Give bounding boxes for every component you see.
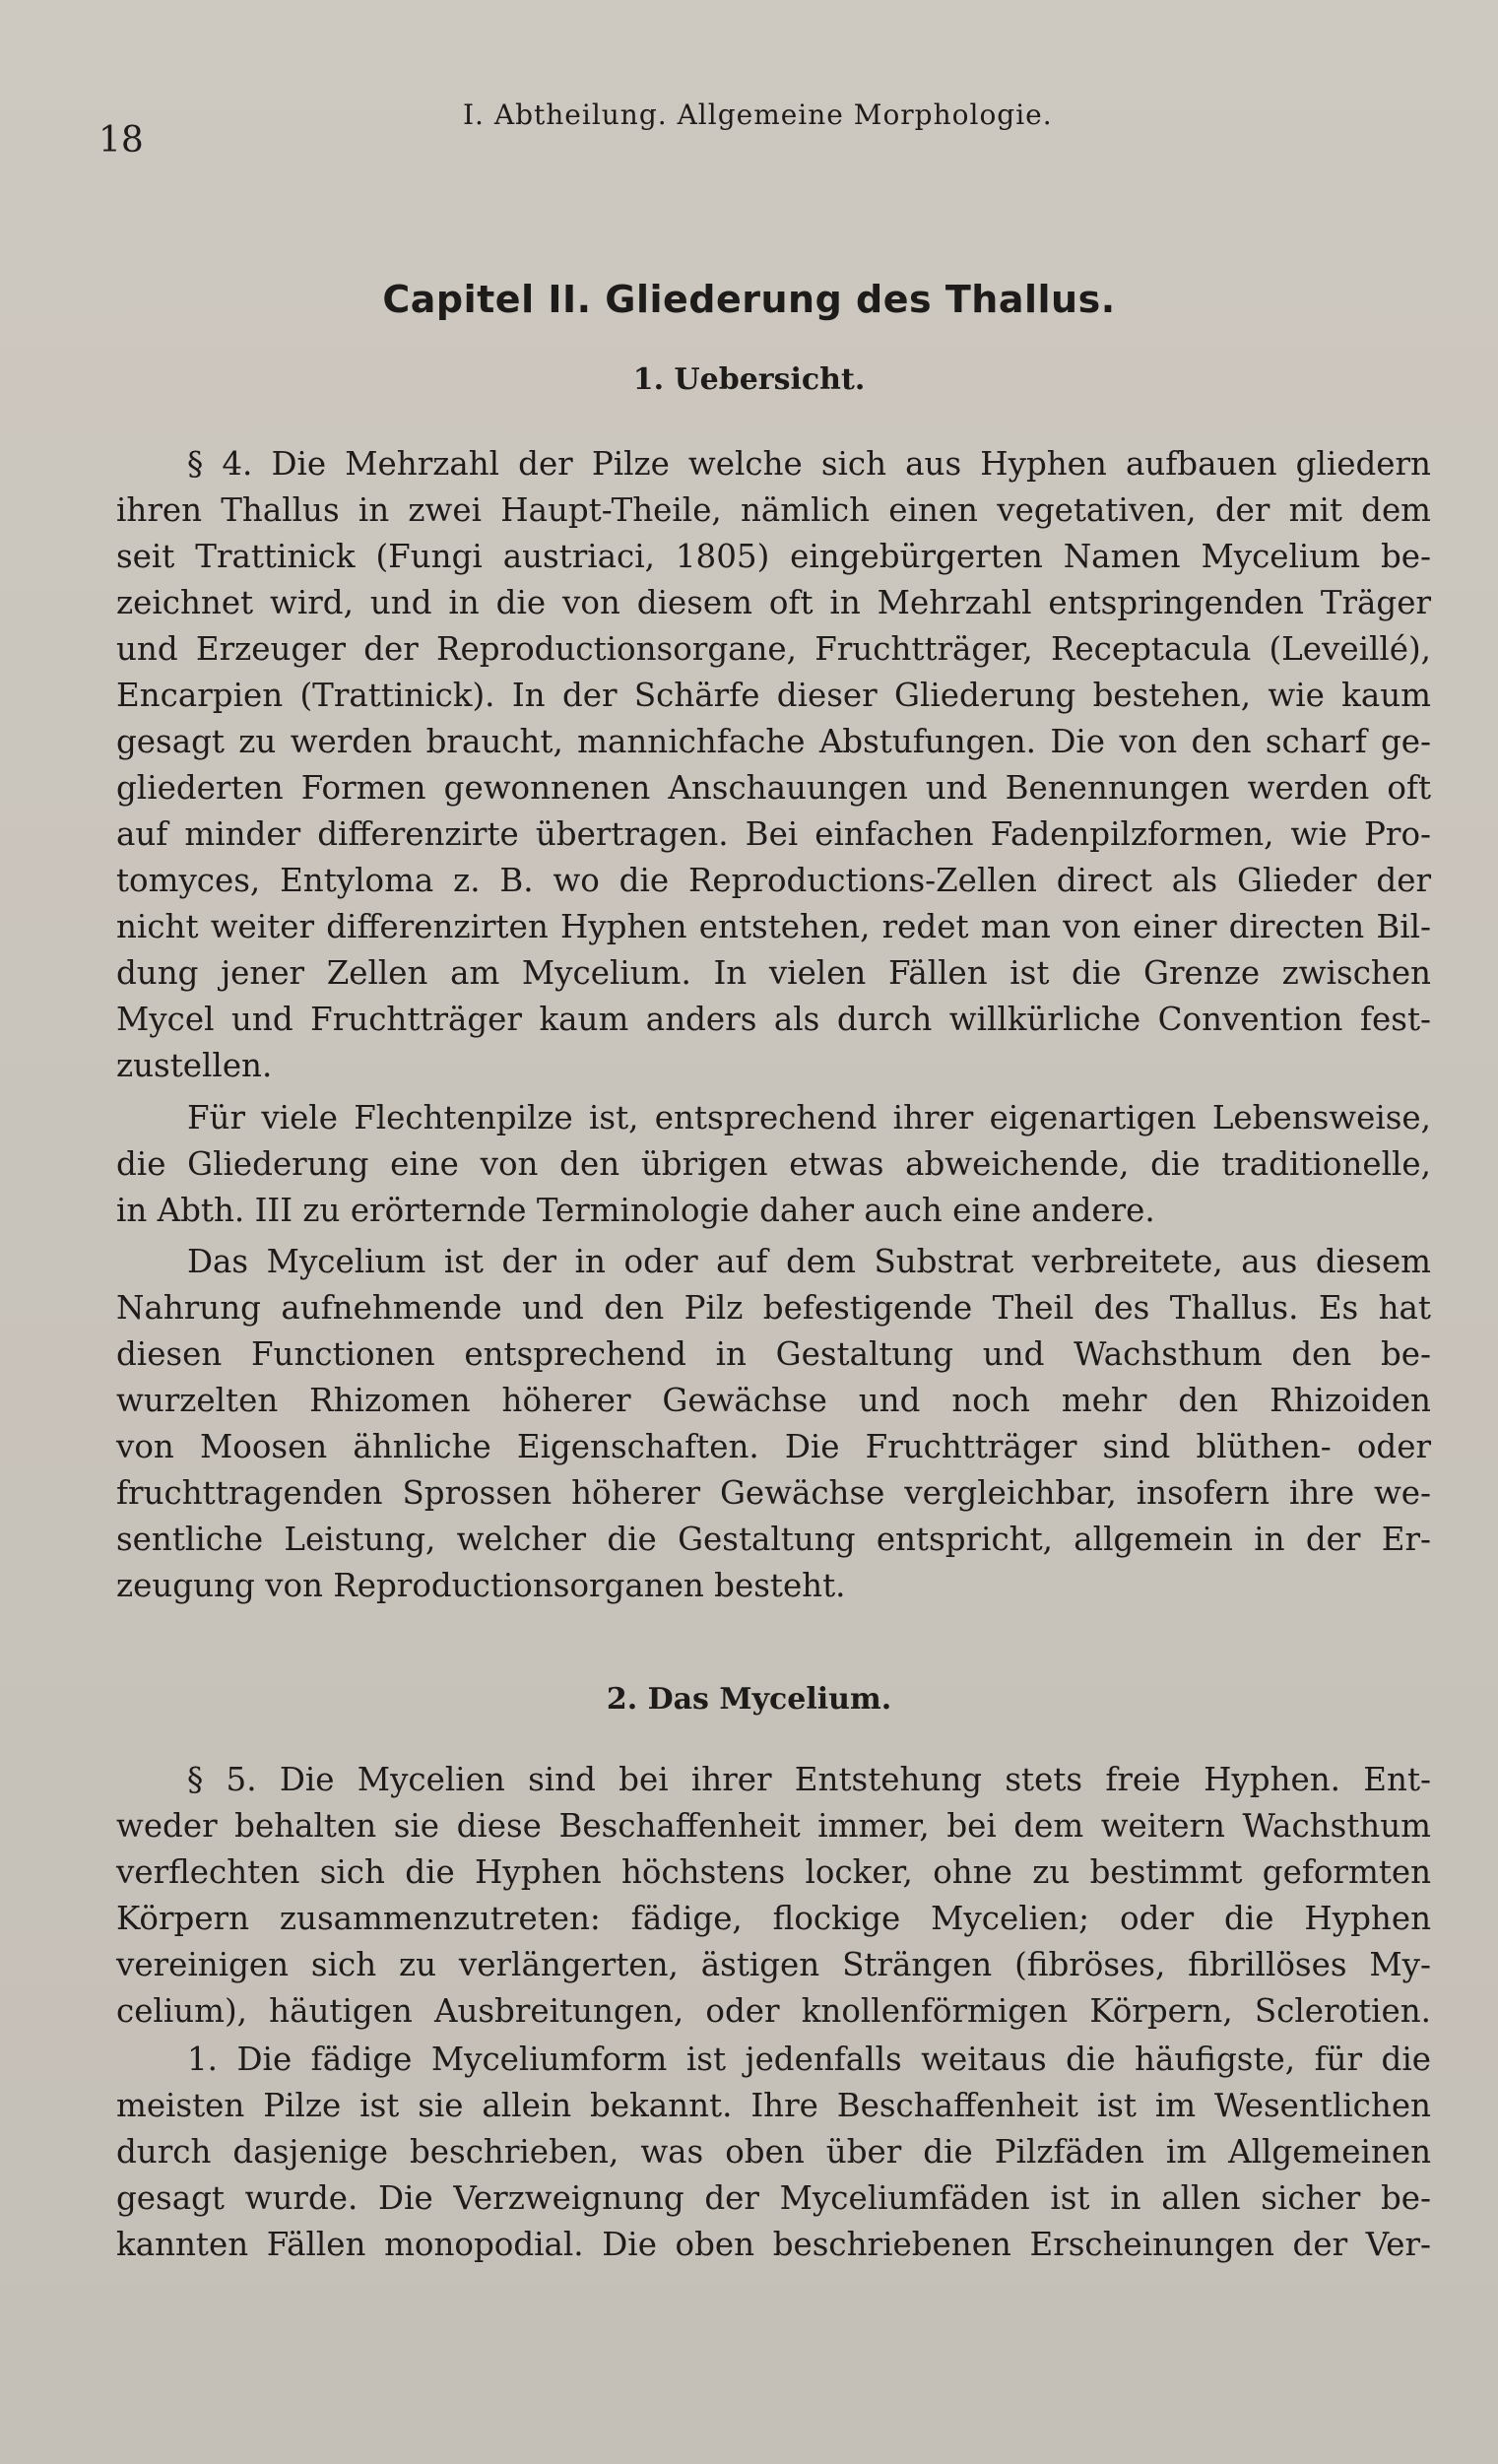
section-title-mycelium: 2. Das Mycelium. bbox=[606, 1682, 892, 1717]
text-line: Mycel und Fruchtträger kaum anders als durch willkürliche Convention fest- bbox=[116, 1001, 1431, 1038]
text-line: von Moosen ähnliche Eigenschaften. Die Fruchtträger sind blüthen- oder bbox=[116, 1428, 1431, 1465]
paragraph-flechtenpilze bbox=[116, 1095, 1431, 1234]
text-line: die Gliederung eine von den übrigen etwas abweichende, die traditionelle, bbox=[116, 1145, 1431, 1183]
running-title: I. Abtheilung. Allgemeine Morphologie. bbox=[463, 98, 1053, 131]
text-line: § 5. Die Mycelien sind bei ihrer Entstehung stets freie Hyphen. Ent- bbox=[187, 1761, 1431, 1798]
text-line: celium), häutigen Ausbreitungen, oder knollenförmigen Körpern, Sclerotien. bbox=[116, 1992, 1431, 2030]
page-number: 18 bbox=[98, 120, 144, 161]
section-title-uebersicht: 1. Uebersicht. bbox=[632, 362, 866, 397]
paragraph-mycelium-definition bbox=[116, 1239, 1431, 1609]
text-line: zeichnet wird, und in die von diesem oft in Mehrzahl entspringenden Träger bbox=[116, 584, 1431, 621]
text-line: fruchttragenden Sprossen höherer Gewächse vergleichbar, insofern ihre we- bbox=[116, 1474, 1431, 1512]
text-line: Körpern zusammenzutreten: fädige, flockige Mycelien; oder die Hyphen bbox=[116, 1900, 1431, 1937]
text-line: tomyces, Entyloma z. B. wo die Reproductions-Zellen direct als Glieder der bbox=[116, 862, 1431, 899]
text-line: sentliche Leistung, welcher die Gestaltung entspricht, allgemein in der Er- bbox=[116, 1521, 1431, 1558]
text-line: weder behalten sie diese Beschaffenheit immer, bei dem weitern Wachsthum bbox=[116, 1807, 1431, 1845]
text-line: kannten Fällen monopodial. Die oben beschriebenen Erscheinungen der Ver- bbox=[116, 2226, 1431, 2263]
text-line: und Erzeuger der Reproductionsorgane, Fruchtträger, Receptacula (Leveillé), bbox=[116, 630, 1431, 668]
text-line: in Abth. III zu erörternde Terminologie daher auch eine andere. bbox=[116, 1192, 1155, 1229]
text-line: nicht weiter differenzirten Hyphen entstehen, redet man von einer directen Bil- bbox=[116, 908, 1431, 945]
paragraph-faedige-myceliumform bbox=[116, 2037, 1431, 2268]
text-line: auf minder differenzirte übertragen. Bei einfachen Fadenpilzformen, wie Pro- bbox=[116, 815, 1431, 853]
text-line: 1. Die fädige Myceliumform ist jedenfalls weitaus die häufigste, für die bbox=[187, 2041, 1431, 2078]
text-line: durch dasjenige beschrieben, was oben über die Pilzfäden im Allgemeinen bbox=[116, 2133, 1431, 2171]
text-line: wurzelten Rhizomen höherer Gewächse und noch mehr den Rhizoiden bbox=[116, 1382, 1431, 1419]
text-line: meisten Pilze ist sie allein bekannt. Ihre Beschaffenheit ist im Wesentlichen bbox=[116, 2087, 1431, 2124]
text-line: zustellen. bbox=[116, 1047, 273, 1084]
text-line: verflechten sich die Hyphen höchstens locker, ohne zu bestimmt geformten bbox=[116, 1853, 1431, 1891]
text-line: gesagt wurde. Die Verzweignung der Myceliumfäden ist in allen sicher be- bbox=[116, 2179, 1431, 2217]
text-line: Für viele Flechtenpilze ist, entsprechend ihrer eigenartigen Lebensweise, bbox=[187, 1099, 1431, 1136]
text-line: zeugung von Reproductionsorganen besteht. bbox=[116, 1567, 846, 1604]
text-line: gesagt zu werden braucht, mannichfache Abstufungen. Die von den scharf ge- bbox=[116, 723, 1431, 760]
running-header bbox=[0, 91, 1498, 161]
paragraph-5 bbox=[116, 1757, 1431, 2035]
text-line: seit Trattinick (Fungi austriaci, 1805) eingebürgerten Namen Mycelium be- bbox=[116, 538, 1431, 575]
text-line: diesen Functionen entsprechend in Gestaltung und Wachsthum den be- bbox=[116, 1335, 1431, 1373]
paragraph-4 bbox=[116, 441, 1431, 1089]
text-line: Das Mycelium ist der in oder auf dem Substrat verbreitete, aus diesem bbox=[187, 1243, 1431, 1280]
text-line: vereinigen sich zu verlängerten, ästigen Strängen (fibröses, fibrillöses My- bbox=[116, 1946, 1431, 1983]
text-line: ihren Thallus in zwei Haupt-Theile, nämlich einen vegetativen, der mit dem bbox=[116, 491, 1431, 529]
text-line: gliederten Formen gewonnenen Anschauungen und Benennungen werden oft bbox=[116, 769, 1431, 807]
text-line: Encarpien (Trattinick). In der Schärfe dieser Gliederung bestehen, wie kaum bbox=[116, 677, 1431, 714]
text-line: dung jener Zellen am Mycelium. In vielen Fällen ist die Grenze zwischen bbox=[116, 954, 1431, 992]
chapter-title: Capitel II. Gliederung des Thallus. bbox=[382, 278, 1116, 321]
text-line: § 4. Die Mehrzahl der Pilze welche sich aus Hyphen aufbauen gliedern bbox=[187, 445, 1431, 483]
text-line: Nahrung aufnehmende und den Pilz befestigende Theil des Thallus. Es hat bbox=[116, 1289, 1431, 1327]
